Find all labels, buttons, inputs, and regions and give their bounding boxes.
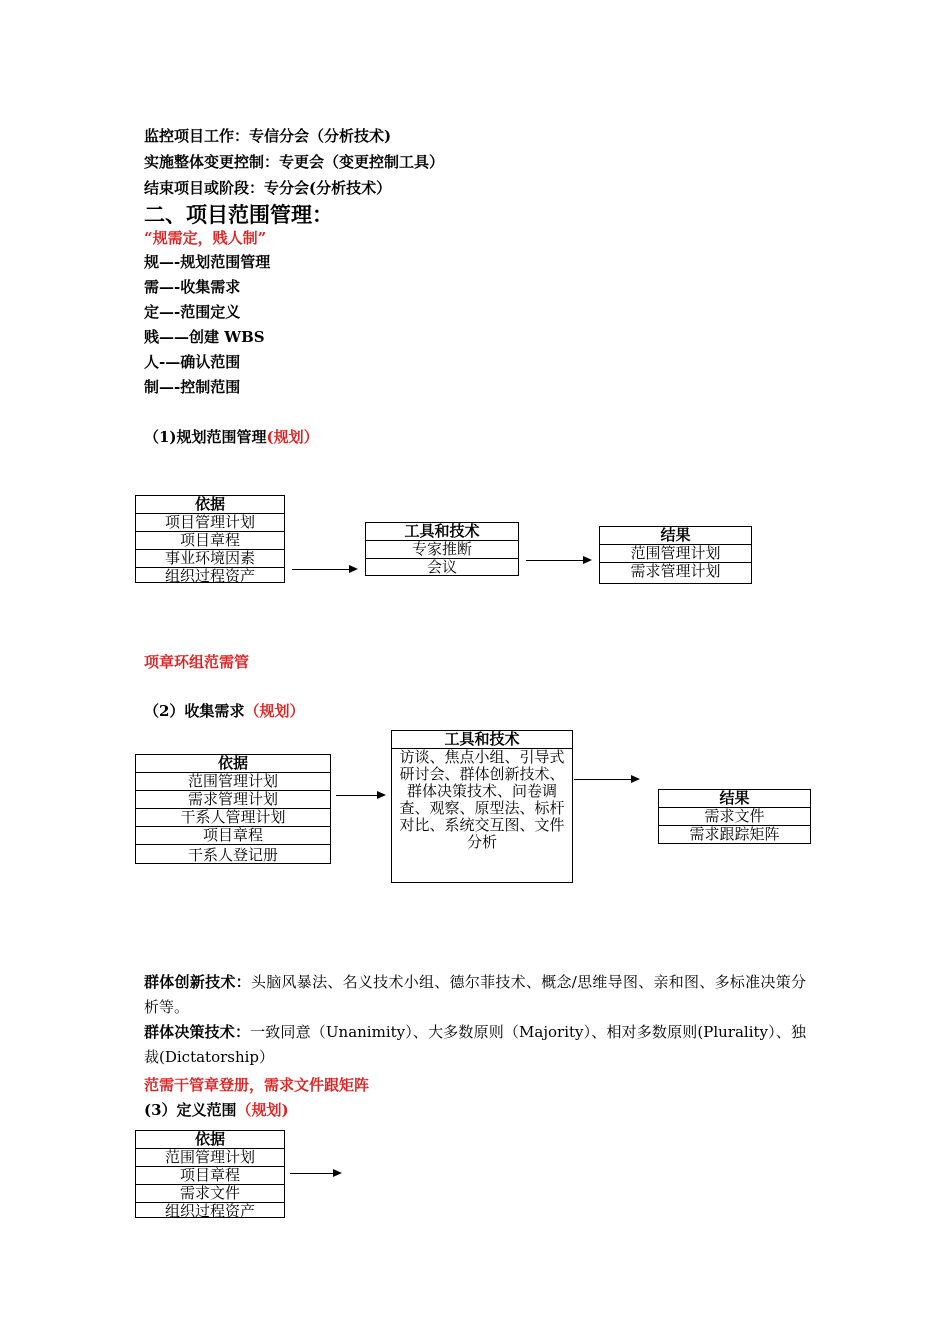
s2-output-item: 需求跟踪矩阵 [689, 825, 780, 843]
s1-outputs-box [599, 526, 752, 584]
s2-arrow-1 [336, 795, 384, 796]
p1-text: 头脑风暴法、名义技术小组、德尔菲技术、概念/思维导图、亲和图、多标准决策分析等。 [144, 973, 806, 1016]
s2-inputs-header: 依据 [136, 755, 330, 773]
mnemonic: “规需定，贱人制” [144, 229, 267, 247]
s3-inputs-header: 依据 [136, 1131, 284, 1149]
s1-input-item: 事业环境因素 [136, 550, 284, 568]
mnemonic-item: 定—-范围定义 [144, 303, 241, 321]
s1-output-item: 需求管理计划 [630, 562, 721, 580]
s1-title-text: （1)规划范围管理 [144, 428, 267, 446]
mnemonic-item: 人-—确认范围 [144, 353, 241, 371]
s2-title-tag: （规划） [244, 702, 305, 720]
s1-outputs-header: 结果 [600, 527, 751, 545]
s1-tools-header: 工具和技术 [366, 523, 518, 541]
s1-arrow-2 [526, 560, 590, 561]
intro-line-2: 实施整体变更控制：专更会（变更控制工具） [144, 153, 445, 171]
s3-inputs-box [135, 1130, 285, 1218]
s2-outputs-header: 结果 [659, 790, 810, 808]
s3-input-item: 范围管理计划 [136, 1149, 284, 1167]
s2-input-item: 范围管理计划 [136, 773, 330, 791]
s1-output-item: 范围管理计划 [600, 545, 751, 563]
s2-input-item: 项目章程 [136, 827, 330, 845]
s2-outputs-box [658, 789, 811, 844]
s1-input-item: 组织过程资产 [164, 567, 255, 585]
s3-input-item: 需求文件 [136, 1185, 284, 1203]
s1-tool-item: 会议 [426, 558, 457, 576]
s2-input-item: 干系人登记册 [187, 846, 278, 864]
intro-line-3: 结束项目或阶段：专分会(分析技术） [144, 179, 392, 197]
s1-tools-box [365, 522, 519, 576]
s1-inputs-header: 依据 [136, 496, 284, 514]
s3-title-tag: （规划) [236, 1101, 289, 1119]
s2-tools-box [391, 730, 573, 883]
s3-title-text: (3）定义范围 [144, 1101, 237, 1119]
s1-title [144, 426, 319, 447]
s2-arrow-2 [574, 779, 638, 780]
s1-input-item: 项目管理计划 [136, 514, 284, 532]
s1-inputs-box [135, 495, 285, 583]
s3-input-item: 项目章程 [136, 1167, 284, 1185]
s3-input-item: 组织过程资产 [164, 1202, 255, 1220]
s2-output-item: 需求文件 [659, 808, 810, 826]
s3-title [144, 1099, 289, 1120]
s2-tools-header: 工具和技术 [392, 731, 572, 749]
s1-tool-item: 专家推断 [366, 541, 518, 559]
s2-title [144, 700, 304, 721]
mnemonic-item: 规—-规划范围管理 [144, 253, 271, 271]
s2-input-item: 需求管理计划 [136, 791, 330, 809]
s1-memo: 项章环组范需管 [144, 653, 250, 671]
mnemonic-item: 制—-控制范围 [144, 378, 241, 396]
p2-label: 群体决策技术： [144, 1023, 251, 1041]
p2-text: 一致同意（Unanimity）、大多数原则（Majority）、相对多数原则(Plurality）、独裁(Dictatorship） [144, 1023, 806, 1066]
mnemonic-item: 需—-收集需求 [144, 278, 241, 296]
mnemonic-item: 贱——创建 WBS [144, 328, 265, 346]
s3-arrow-1 [290, 1173, 340, 1174]
paragraph-group-innovation [144, 970, 806, 1020]
s1-arrow-1 [292, 569, 356, 570]
memo2: 范需干管章登册，需求文件跟矩阵 [144, 1076, 370, 1094]
p1-label: 群体创新技术： [144, 973, 251, 991]
s1-input-item: 项目章程 [136, 532, 284, 550]
s2-inputs-box [135, 754, 331, 864]
s2-title-text: （2）收集需求 [144, 702, 245, 720]
s2-input-item: 干系人管理计划 [136, 809, 330, 827]
s2-tools-text: 访谈、焦点小组、引导式研讨会、群体创新技术、群体决策技术、问卷调查、观察、原型法、标杆对比、系统交互图、文件分析 [399, 748, 565, 851]
paragraph-group-decision [144, 1020, 806, 1070]
intro-line-1: 监控项目工作：专信分会（分析技术) [144, 127, 392, 145]
s1-title-tag: (规划） [266, 428, 319, 446]
section-title: 二、项目范围管理： [144, 202, 333, 227]
